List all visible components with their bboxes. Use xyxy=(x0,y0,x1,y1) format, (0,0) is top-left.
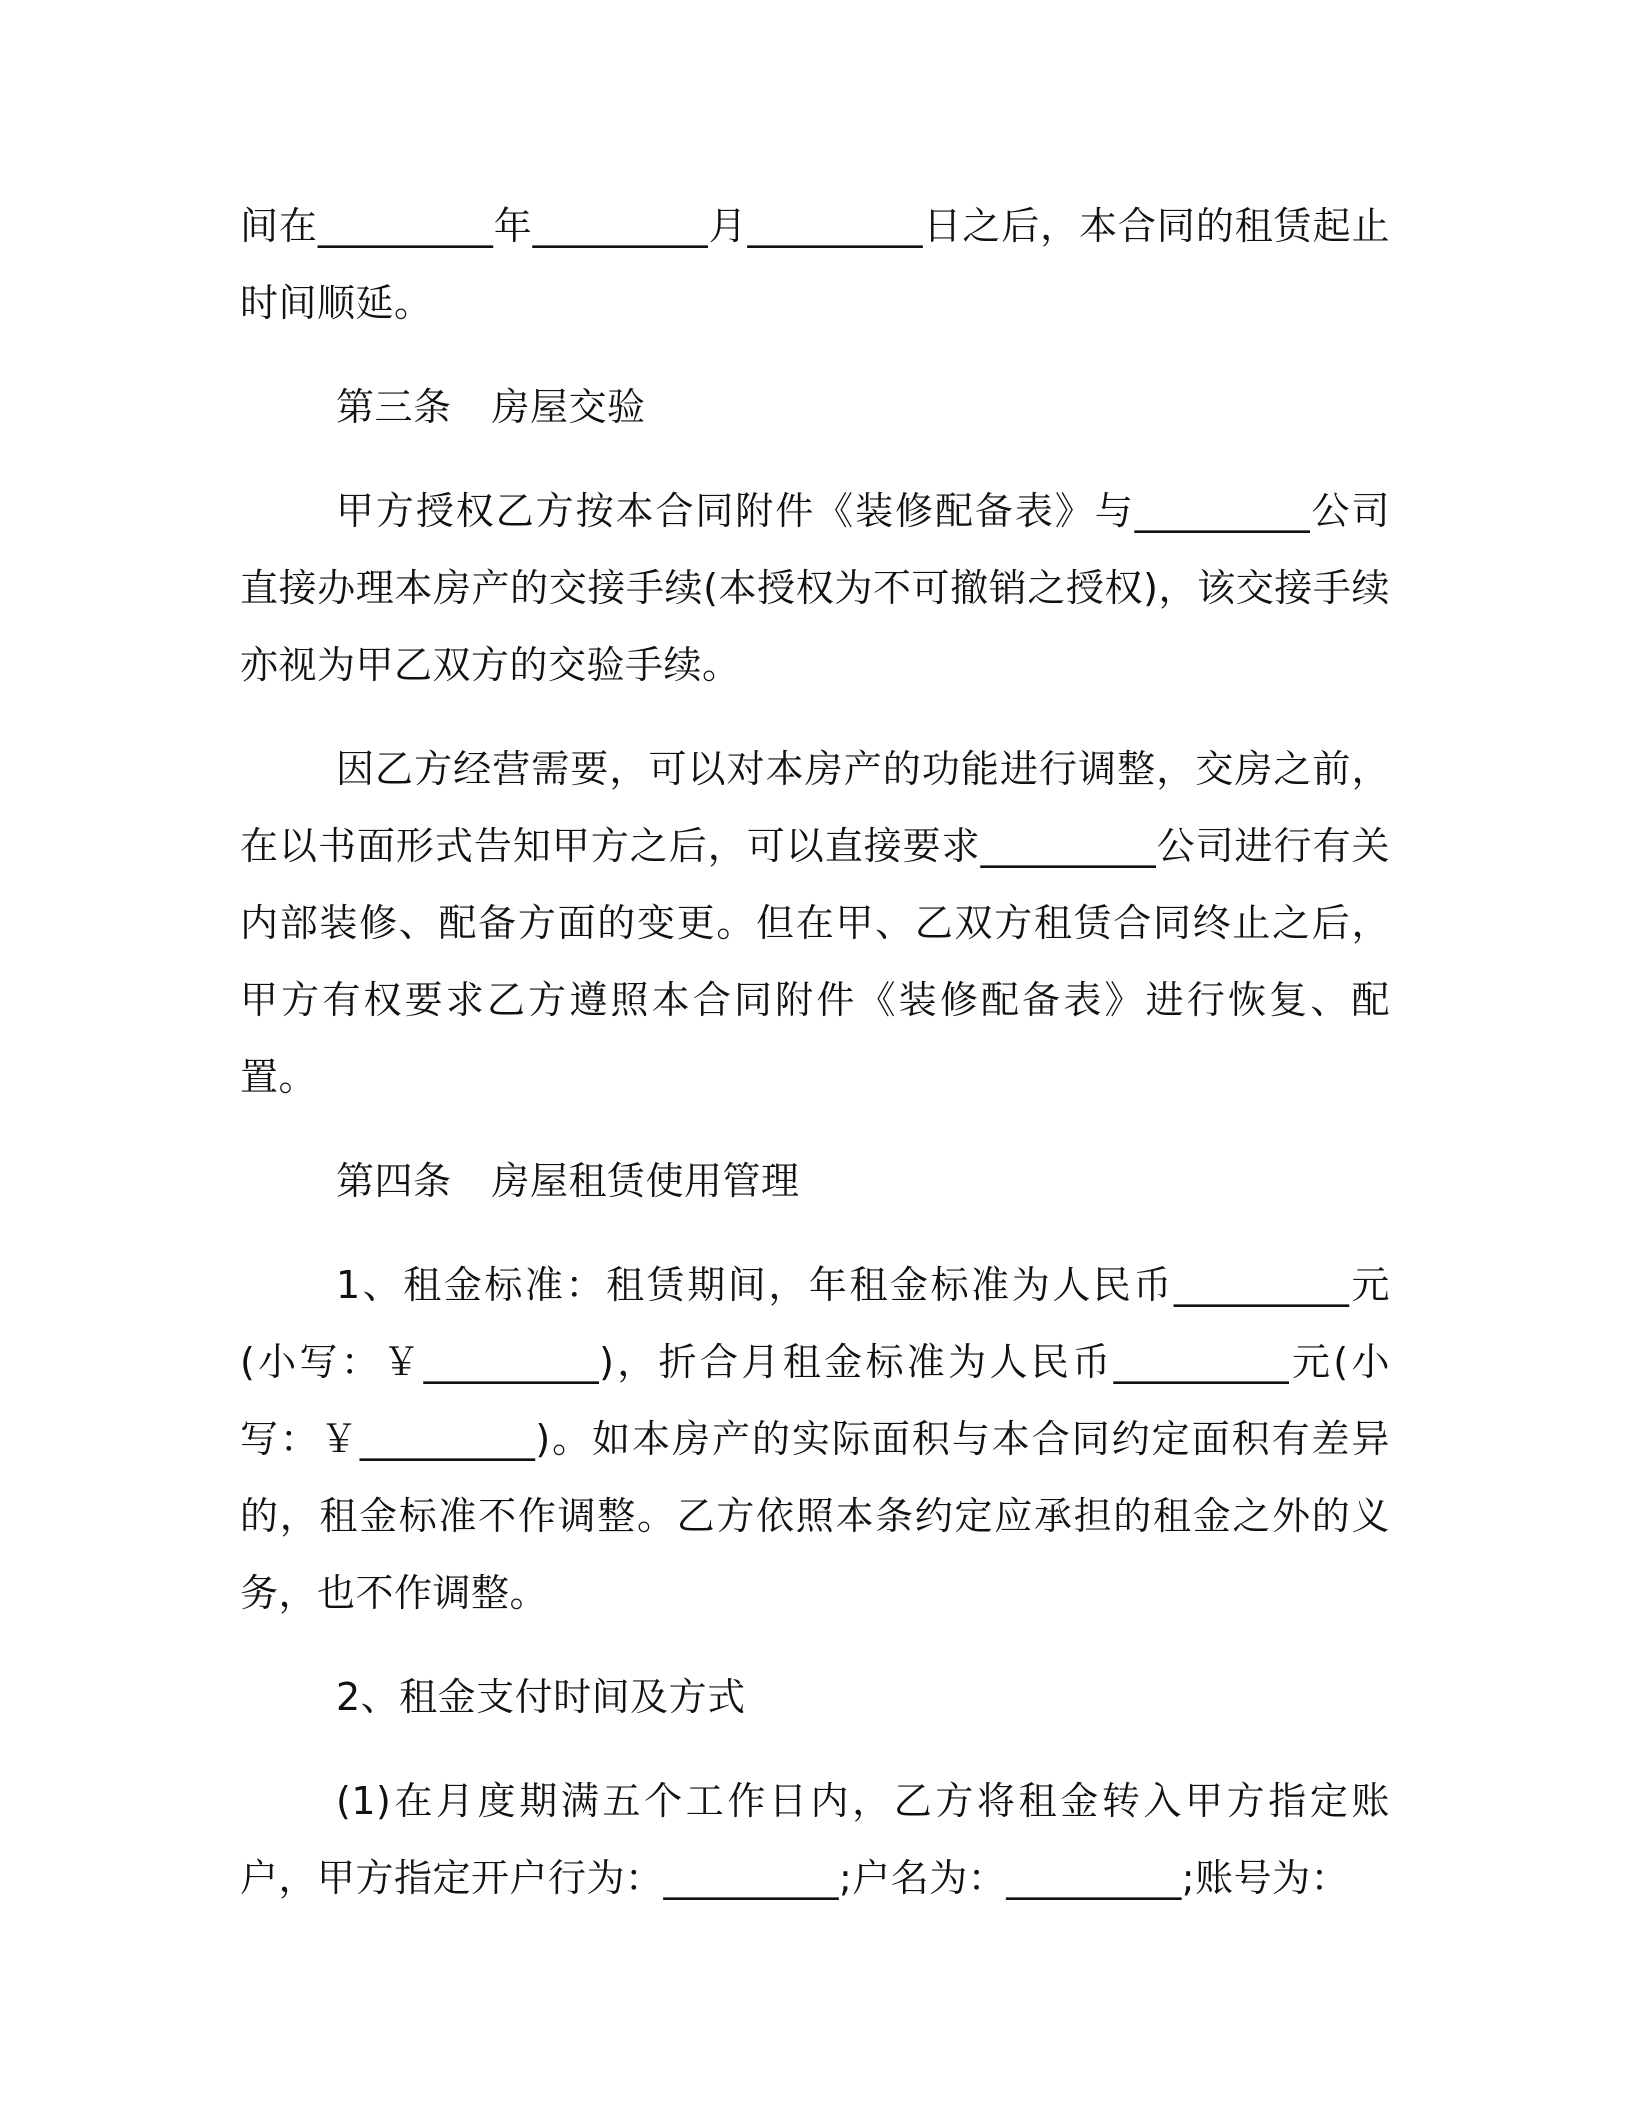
article-3-heading xyxy=(240,369,1390,446)
paragraph-rent-payment-account: (1)在月度期满五个工作日内，乙方将租金转入甲方指定账户，甲方指定开户行为：_________;户名为：_________;账号为： xyxy=(240,1779,1390,1900)
paragraph-rent-standard: 1、租金标准：租赁期间，年租金标准为人民币_________元(小写：￥_________)，折合月租金标准为人民币_________元(小写：￥_________)。如本房产的实际面积与本合同约定面积有差异的，租金标准不作调整。乙方依照本条约定应承担的租金之外的义务，也不作调整。 xyxy=(240,1263,1390,1615)
article-3-title: 房屋交验 xyxy=(491,385,646,429)
paragraph-function-adjustment: 因乙方经营需要，可以对本房产的功能进行调整，交房之前，在以书面形式告知甲方之后，可以直接要求_________公司进行有关内部装修、配备方面的变更。但在甲、乙双方租赁合同终止之后，甲方有权要求乙方遵照本合同附件《装修配备表》进行恢复、配置。 xyxy=(240,747,1390,1099)
article-4-heading xyxy=(240,1143,1390,1220)
document-body xyxy=(240,188,1390,1944)
paragraph-handover-authorization: 甲方授权乙方按本合同附件《装修配备表》与_________公司直接办理本房产的交接手续(本授权为不可撤销之授权)，该交接手续亦视为甲乙双方的交验手续。 xyxy=(240,489,1390,687)
paragraph-rent-payment-heading: 2、租金支付时间及方式 xyxy=(336,1675,746,1719)
article-4-title: 房屋租赁使用管理 xyxy=(491,1159,800,1203)
article-3-number: 第三条 xyxy=(336,385,452,429)
article-4-number: 第四条 xyxy=(336,1159,452,1203)
paragraph-lease-start-postpone: 间在_________年_________月_________日之后，本合同的租赁起止时间顺延。 xyxy=(240,204,1390,325)
